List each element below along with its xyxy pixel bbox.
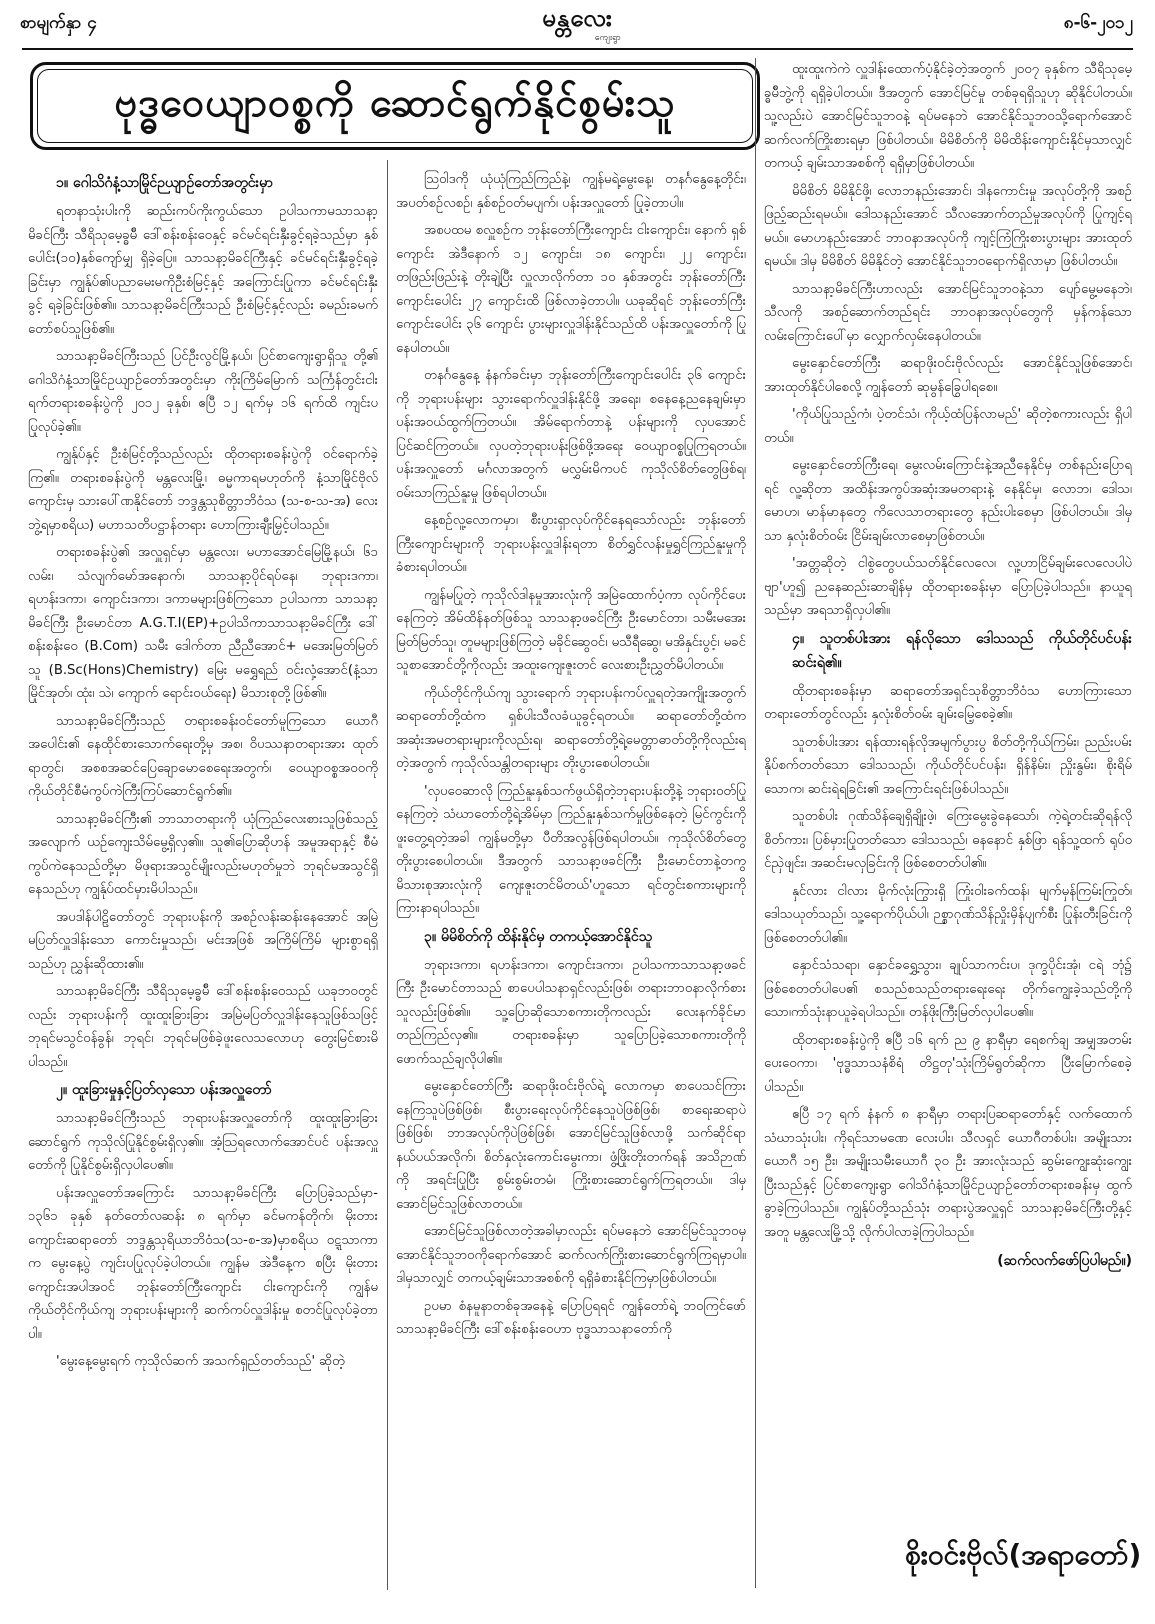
paragraph: ဥပမာ စံနမူနာတစ်ခုအနေနဲ့ ပြောပြရရင် ကျွန်တော်ရဲ့ ဘဝကြင်ဖော် သာသနာ့မိခင်ကြီး ဒေါ်စန်းစန်းဝေဟာ ဗုဒ္ဓသာသနာတော်ကို — [396, 1298, 746, 1337]
paragraph: တရားစခန်းပွဲ၏ အလှူရှင်မှာ မန္တလေး၊ မဟာအောင်မြေမြို့နယ်၊ ၆၁ လမ်း၊ သံလျက်မော်အနောက်၊ သာသနာ့ပိုင်ရပ်နေ၊ ဘုရားဒကာ၊ ရဟန်းဒကာ၊ ကျောင်းဒကာ၊ ဒကာမများဖြစ်ကြသော ဥပါသကာ သာသနာ့မိခင်ကြီး ဦးမောင်တာ A.G.T.I(EP)+ဥပါသိကာသာသနာ့မိခင်ကြီး ဒေါ်စန်းစန်းဝေ (B.Com) သမီး ဒေါက်တာ ညီညီအောင်+ မအေးမြတ်မြတ်သူ (B.Sc(Hons)Chemistry) မြေး မရွှေရည် ဝင်းလှံ့အောင်(နံ့သာမြိုင်အုတ်၊ ထုံး၊ သဲ၊ ကျောက် ရောင်းဝယ်ရေး) မိသားစုတို့ဖြစ်၏။ — [28, 545, 378, 701]
publication-logo — [520, 4, 635, 44]
paragraph: သာသနာ့မိခင်ကြီးသည် ပြင်ဦးလွင်မြို့နယ်၊ ပြင်စာကျေးရွာရှိသူ တို့၏ ဂေါသိဂံနံ့သာမြိုင်ဥယျာဉ်တော်အတွင်းမှာ ကိုးကြိမ်မြောက် သင်္ကြန်တွင်းငါးရက်တရားစခန်းပွဲကို ၂၀၁၂ ခုနှစ်၊ ဧပြီ ၁၂ ရက်မှ ၁၆ ရက်ထိ ကျင်းပပြုလုပ်ခဲ့၏။ — [28, 349, 378, 435]
section-heading-1: ၁။ ဂေါသိဂံနံ့သာမြိုင်ဉယျာဉ်တော်အတွင်းမှာ — [56, 175, 273, 191]
paragraph: အပဒါန်ပါဠိတော်တွင် ဘုရားပန်းကို အစဉ်လန်းဆန်းနေအောင် အမြဲမပြတ်လှူဒါန်းသော ကောင်းမှုသည်၊ မင်းအဖြစ် အကြိမ်ကြိမ် များစွာရရှိသည်ဟု ညွှန်းဆိုထား၏။ — [28, 909, 378, 972]
paragraph: ထူးထူးကဲကဲ လှူဒါန်းထောက်ပံ့နိုင်ခဲ့တဲ့အတွက် ၂၀၀၇ ခုနှစ်က သီရိသုမေ့ခ္ဓမ်ီဘွဲ့ကို ရရှိခဲ့ပါတယ်။ ဒီအတွက် အောင်မြင်မှု တစ်ခုရရှိသူဟု ဆိုနိုင်ပါတယ်။ သူ့လည်းပဲ အောင်မြင်သူဘဝနဲ့ ရပ်မနေဘဲ အောင်နိုင်သူဘဝသို့ရောက်အောင် ဆက်လက်ကြိုးစားရမှာ ဖြစ်ပါတယ်။ မိမိစိတ်ကို မိမိထိန်းကျောင်းနိုင်မှသာလျှင် တကယ့် ချမ်းသာအစစ်ကို ရရှိမှာဖြစ်ပါတယ်။ — [764, 62, 1132, 171]
paragraph: ဧပြီ ၁၇ ရက် နံနက် ၈ နာရီမှာ တရားပြဆရာတော်နှင့် လက်ထောက်သံဃာသုံးပါး၊ ကိုရင်သာမဏေ လေးပါး၊ သီလရှင် ယောဂီတစ်ပါး၊ အမျိုးသားယောဂီ ၁၅ ဦး၊ အမျိုးသမီးယောဂီ ၃၀ ဦး အားလုံးသည် ဆွမ်းကျွေးဆုံးကျွေးပြီးသည်နှင့် ပြင်စာကျေးရွာ ဂေါသိဂံနံ့သာမြိုင်ဥယျာဉ်တော်တရားစခန်းမှ ထွက်ခွာခဲ့ကြပါသည်။ ကျွန်ုပ်တို့သည်သုံး တရားပွဲအလှူရှင် သာသနာ့မိခင်ကြီးတို့နှင့်အတူ မန္တလေးမြို့သို့ လိုက်ပါလာခဲ့ကြပါသည်။ — [764, 1107, 1132, 1240]
paragraph: ထိုတရားစခန်းပွဲကို ဧပြီ ၁၆ ရက် ည ၉ နာရီမှာ ရေစက်ချ အမျှအတမ်းပေးဝေကာ၊ 'ဗုဒ္ဓသာသနံစိရံ တိဋ္ဌတု'သုံးကြိမ်ရွတ်ဆိုကာ ပြီးမြောက်စေခဲ့ပါသည်။ — [764, 1032, 1132, 1095]
header-divider — [22, 48, 1133, 50]
paragraph: သူတစ်ပါး ဂုဏ်သိန်ချေရှိချိုးဖဲ့၊ ကြေးမွေးခွဲနေသော်၊ ကဲ့ရဲ့တင်းဆိုရန်လိုစိတ်ကား၊ ပြစ်မှားပြုတတ်သော ဒေါသသည်၊ ဓနနောင် နှစ်ဖြာ ရန်သူ့ထက် ရုပ်ဝင်ညှဲဖျင်း၊ အဆင်းမလှခြင်းကို ဖြစ်စေတတ်ပါ၏။ — [764, 809, 1132, 871]
paragraph: နေ့စဉ်လူ့လောကမှာ၊ စီးပွားရှာလုပ်ကိုင်နေရသော်လည်း ဘုန်းတော်ကြီးကျောင်းများကို ဘုရားပန်းလှူဒါန်းရတာ စိတ်ရွှင်လန်းမှုရွှင်ကြည်နူးမှုကို ခံစားရပါတယ်။ — [396, 513, 746, 575]
paragraph: မွေးနှောင်တော်ကြီး ဆရာဖိုးဝင်းဗိုလ်ရဲ့ လောကမှာ စာပေသင်ကြား နေကြသူပဲဖြစ်ဖြစ်၊ စီးပွားရေးလုပ်ကိုင်နေသူပဲဖြစ်ဖြစ်၊ စာရေးဆရာပဲဖြစ်ဖြစ်၊ ဘာအလုပ်ကိုပဲဖြစ်ဖြစ်၊ အောင်မြင်သူဖြစ်လာဖို့ သက်ဆိုင်ရာ နယ်ပယ်အလိုက်၊ စိတ်နှလုံးကောင်းမွေးကာ၊ ဖွံ့ဖြိုးတိုးတက်ရန် အသိဉာဏ်ကို အရင်းပြုပြီး စွမ်းစွမ်းတမံ၊ ကြိုးစားဆောင်ရွက်ကြရတယ်။ ဒါမှ အောင်မြင်သူဖြစ်လာတယ်။ — [396, 1079, 746, 1212]
logo-sub-text: ကျေးရွာ — [594, 33, 621, 43]
paragraph: 'အတ္တဆိုတဲ့ ငါစွဲတွေပယ်သတ်နိုင်လေလေ၊ လူ့ဟာငြိမ်ချမ်းလေလေပါပဲဗျာ'ဟူ၍ ညနေဆည်းဆာချိန်မှ ထိုတရားစခန်းမှာ ပြောပြခဲ့ပါသည်။ နာယူရသည်မှာ အရသာရှိလှပါ၏။ — [764, 556, 1132, 618]
paragraph: နှင်လား ငါလား မိုက်လုံးကြွားရှိ ကြုံးဝါးခက်ထန်၊ မျက်မှန်ကြမ်းကြုတ်၊ ဒေါသယုတ်သည်၊ သူ့ရောက်ပိုယ်ပါ၊ ဉစ္စာဂုဏ်သိန်ညှိုးမှိန်ပျက်စီး ပြုန်းတီးခြင်းကို ဖြစ်စေတတ်ပါ၏။ — [764, 883, 1132, 946]
paragraph: ကျွန်မပြုတဲ့ ကုသိုလ်ဒါနမှုအားလုံးကို အမြဲထောက်ပံ့ကာ လုပ်ကိုင်ပေးနေကြတဲ့ အိမ်ထိန်နတ်ဖြစ်သူ သာသနာ့ဖခင်ကြီး ဦးမောင်တာ၊ သမီးမအေးမြတ်မြတ်သူ၊ တူမများဖြစ်ကြတဲ့ မခိုင်ဆွေဝင်၊ မသီရီဆွေ၊ မအိနှင်းပွင့်၊ မခင်သူစာအောင်တို့ကိုလည်း အထူးကျေးဇူးတင် လေးစားဦးညွှတ်မိပါတယ်။ — [396, 587, 746, 673]
page-number: စာမျက်နှာ ၄ — [20, 13, 97, 33]
to-be-continued-note: (ဆက်လက်ဖော်ပြပါမည်။) — [997, 1253, 1132, 1269]
column-divider-2 — [755, 58, 756, 1588]
paragraph: ကိုယ်တိုင်ကိုယ်ကျ သွားရောက် ဘုရားပန်းကပ်လှူရတဲ့အကျိုးအတွက် ဆရာတော်တို့ထံက ရှစ်ပါးသီလခံယူခွင့်ရတယ်။ ဆရာတော်တို့ထံက အဆုံးအမတရားများကိုလည်းရ၊ ဆရာတော်တို့ရဲ့မေတ္တာဓာတ်တို့ကိုလည်းရတဲ့အတွက် ကုသိုလ်သန္တါတရားများ တိုးပွားစေပါတယ်။ — [396, 685, 746, 771]
paragraph: အစပထမ စလှူစဉ်က ဘုန်းတော်ကြီးကျောင်း ငါးကျောင်း၊ နောက် ရှစ်ကျောင်း အဲဒီနောက် ၁၂ ကျောင်း၊ ၁၈ ကျောင်း၊ ၂၂ ကျောင်း၊ တဖြည်းဖြည်းနဲ့ တိုးချဲ့ပြီး လှူလာလိုက်တာ ၁၀ နှစ်အတွင်း ဘုန်းတော်ကြီးကျောင်းပေါင်း ၂၇ ကျောင်းထိ ဖြစ်လာခဲ့တာပါ။ ယခုဆိုရင် ဘုန်းတော်ကြီးကျောင်းပေါင်း ၃၆ ကျောင်း ပွားများလှူဒါန်းနိုင်သည်ထိ ပန်းအလှူတော်ကို ပြုနေပါတယ်။ — [396, 223, 746, 356]
paragraph: သာသနာ့မိခင်ကြီး၏ ဘာသာတရားကို ယုံကြည်လေးစားသူဖြစ်သည့်အလျောက် ယဉ်ကျေးသိမ်မွေ့ရှိလှ၏။ သူ၏ပြောဆိုဟန် အမူအရာနှင့် စီမံကွပ်ကဲနေသည်တို့မှာ မိဖုရားအသွင်မျိုးလည်းမဟုတ်မှုဘဲ ဘုရင်မအသွင်ရှိနေသည်ဟု ကျွန်ုပ်ထင်မှားမိပါသည်။ — [28, 811, 378, 897]
paragraph: သြဝါဒကို ယုံယုံကြည်ကြည်နဲ့၊ ကျွန်မရဲ့မွေးနေ့၊ တနင်္ဂနွေနေ့တိုင်း၊ အပတ်စဉ်လစဉ်၊ နှစ်စဉ်ဝတ်မပျက်၊ ပန်းအလှူတော် ပြုခဲ့တာပါ။ — [396, 172, 746, 211]
paragraph: ထိုတရားစခန်းမှာ ဆရာတော်အရှင်သုစိတ္တာဘိဝံသ ဟောကြားသော တရားတော်တွင်လည်း နှလုံးစိတ်ဝမ်း ချမ်းမြေ့စေခဲ့၏။ — [764, 683, 1132, 722]
section-heading-3: ၃။ မိမိစိတ်ကို ထိန်းနိုင်မှ တကယ့်အောင်နိုင်သူ — [424, 928, 653, 945]
author-byline: စိုးဝင်းဗိုလ်(အရာတော်) — [905, 1538, 1142, 1571]
section-heading-2: ၂။ ထူးခြားမှုနှင့်ပြတ်လှသော ပန်းအလှူတော် — [56, 1082, 272, 1098]
paragraph: သာသနာ့မိခင်ကြီးသည် ဘုရားပန်းအလှူတော်ကို ထူးထူးခြားခြား ဆောင်ရွက် ကုသိုလ်ပြုနိုင်စွမ်းရှိလှ၏။ အံ့ဩရလောက်အောင်ပင် ပန်းအလှူတော်ကို ပြုနိုင်စွမ်းရှိလှပါပေ၏။ — [28, 1111, 378, 1173]
paragraph: အောင်မြင်သူဖြစ်လာတဲ့အခါမှာလည်း ရပ်မနေဘဲ အောင်မြင်သူဘဝမှ အောင်နိုင်သူဘဝကိုရောက်အောင် ဆက်လက်ကြိုးစားဆောင်ရွက်ကြရမှာပါ။ ဒါမှသာလျှင် တကယ့်ချမ်းသာအစစ်ကို ရရှိခံစားနိုင်ကြမှာဖြစ်ပါတယ်။ — [396, 1224, 746, 1286]
article-title: ဗုဒ္ဓဝေယျာဝစ္စကို ဆောင်ရွက်နိုင်စွမ်းသူ — [114, 79, 676, 126]
paragraph: 'ကိုယ်ပြုသည့်ကံ၊ ပဲ့တင်သံ၊ ကိုယ့်ထံပြန်လာမည်' ဆိုတဲ့စကားလည်း ရှိပါတယ်။ — [764, 407, 1132, 446]
paragraph: မွေးနှောင်တော်ကြီး ဆရာဖိုးဝင်းဗိုလ်လည်း အောင်နိုင်သူဖြစ်အောင်၊ အားထုတ်နိုင်ပါစေလို့ ကျွန်တော် ဆုမွန်ခြွေပါရစေ။ — [764, 356, 1132, 395]
paragraph: သူတစ်ပါးအား ရန်ထားရန်လိုအမျက်ပွားပွ စိတ်တို့ကိုယ်ကြမ်း၊ ညည်းပမ်းနိုပ်စက်တတ်သော ဒေါသသည်၊ ကိုယ်တိုင်ပင်ပန်း၊ ရှိန်နိမ်း၊ ညှိုးနွမ်း၊ စိုးရိမ်သောက၊ ဆင်းရဲရခြင်း၏ အကြောင်းရင်းဖြစ်ပါသည်။ — [764, 734, 1132, 797]
article-column-2 — [396, 168, 746, 1598]
article-title-box — [30, 62, 760, 150]
paragraph: ပန်းအလှူတော်အကြောင်း သာသနာ့မိခင်ကြီး ပြောပြခဲ့သည်မှာ- ၁၃၆၁ ခုနှစ် နတ်တော်လဆန်း ၈ ရက်မှာ ခင်မကန်တိုက်၊ မိုးတားကျောင်းဆရာတော် ဘဒ္ဒန္တသုရိယာဘိဝံသ(သ-စ-အ)မှာစရိယ ဝဋ္ဋသာကာက မွေးနေ့ပွဲ ကျင်းပပြုလုပ်ခဲ့ပါတယ်။ ကျွန်မ အဲဒီနေ့က စပြီး မိုးတားကျောင်းအပါအဝင် ဘုန်းတော်ကြီးကျောင်း ငါးကျောင်းကို ကျွန်မကိုယ်တိုင်ကိုယ်ကျ ဘုရားပန်းများကို ဆက်ကပ်လှူဒါန်းမှု စတင်ပြုလုပ်ခဲ့တာပါ။ — [28, 1185, 378, 1342]
paragraph: ဘုရားဒကာ၊ ရဟန်းဒကာ၊ ကျောင်းဒကာ၊ ဥပါသကာသာသနာ့ဖခင်ကြီး ဦးမောင်တာသည် စာပေပါသနာရှင်လည်းဖြစ်၊ တရားဘာဝနာလိုက်စားသူလည်းဖြစ်၏။ သူ့ပြောဆိုသောစကားတိုကလည်း လေးနက်ခိုင်မာတည်ကြည်လှ၏။ တရားစခန်းမှာ သူပြောပြခဲ့သောစကားတိုကို ဖောက်သည်ချလိုပါ၏။ — [396, 957, 746, 1067]
paragraph: သာသနာ့မိခင်ကြီး သီရိသုမေ့ခ္ဓမ်ီ ဒေါ်စန်းစန်းဝေသည် ယခုဘဝတွင်လည်း ဘုရားပန်းကို ထူးထူးခြားခြား အမြဲမပြတ်လှူဒါန်းနေသူဖြစ်သဖြင့် ဘုရင်မသွင်ဝန်ခွန်၊ ဘုရင်၊ ဘုရင်မဖြစ်ခဲ့ဖူးလေသလောဟု တွေးမြင်စားမိပါသည်။ — [28, 984, 378, 1070]
article-column-3 — [764, 58, 1132, 1528]
page-header — [0, 0, 1155, 58]
column-divider-1 — [387, 160, 388, 1590]
paragraph: မွေးနှောင်တော်ကြီးရေ၊ မွေးလမ်းကြောင်းနဲ့အညီနေနိုင်မှ တစ်နည်းပြောရရင် လူ့ဆိုတာ အထိန်းအကွပ်အဆုံးအမတရားနဲ့ နေနိုင်မှ၊ လောဘ၊ ဒေါသ၊ မောဟ၊ မာန်မာနတွေ ကိလေသာတရားတွေ နည်းပါးစေမှာ ဖြစ်ပါတယ်။ ဒါမှသာ နှလုံးစိတ်ဝမ်း ငြိမ်းချမ်းလာစေမှာဖြစ်တယ်။ — [764, 458, 1132, 544]
paragraph: နှောင်သံသရာ၊ နှောင်ခရွှေ့သွား၊ ချုပ်သာကင်းပ၊ ဒုက္ခပိုင်းအုံ၊ ငရဲ ဘုံ၌ ဖြစ်စေတတ်ပါပေ၏ စသည်စသည်တရားရေးရေး တိုက်ကျွေးခဲ့သည်တို့ကို သော၊ကာ်သုံးနာယူခဲ့ရပါသည်။ တန်ဖိုးကြီးမြတ်လှပါပေ၏။ — [764, 958, 1132, 1020]
paragraph: မိမိစိတ် မိမိနိုင်ဖို့၊ လောဘနည်းအောင်၊ ဒါနကောင်းမှု အလုပ်တို့ကို အစဉ်ဖြည့်ဆည်းရမယ်။ ဒေါသနည်းအောင် သီလအောက်တည်မှုအလုပ်ကို ပြုကျင့်ရမယ်။ မောဟနည်းအောင် ဘာဝနာအလုပ်ကို ကျင့်ကြံကြိုးစားပွားများ အားထုတ်ရမယ်။ ဒါမှ မိမိစိတ် မိမိနိုင်တဲ့ အောင်နိုင်သူဘဝရောက်ရှိလာမှာ ဖြစ်ပါတယ်။ — [764, 183, 1132, 269]
logo-main-text: မန္တလေး — [542, 4, 613, 32]
paragraph: တနင်္ဂနွေနေ့ နံနက်ခင်းမှာ ဘုန်းတော်ကြီးကျောင်းပေါင်း ၃၆ ကျောင်းကို ဘုရားပန်းများ သွားရောက်လှူဒါန်းနိုင်ဖို့ အရေး၊ စနေနေ့ညနေချမ်းမှာ ပန်းအဝယ်ထွက်ကြတယ်။ အိမ်ရောက်တာနဲ့ ပန်းများကို လှပအောင် ပြင်ဆင်ကြတယ်။ လှပတဲ့ဘုရားပန်းဖြစ်ဖို့အရေး ဝေယျာဝစ္စပြုကြရတယ်။ ပန်းအလှူတော် မင်္ဂလာအတွက် မလွှမ်းမိကပင် ကုသိုလ်စိတ်တွေဖြစ်ရ၊ ဝမ်းသာကြည်နူးမှု ဖြစ်ရပါတယ်။ — [396, 368, 746, 501]
paragraph: သာသနာ့မိခင်ကြီးသည် တရားစခန်းဝင်တော်မူကြသော ယောဂီ အပေါင်း၏ နေထိုင်စားသောက်ရေးတို့မှ အစ၊ ဝိပဿနာတရားအား ထုတ်ရာတွင်၊ အစစအဆင်ပြေချောမောစေရေးအတွက်၊ ဝေယျာဝစ္စအဝဝကို ကိုယ်တိုင်စီမံကွပ်ကဲကြီးကြပ်ဆောင်ရွက်၏။ — [28, 713, 378, 799]
section-heading-4: ၄။ သူတစ်ပါးအား ရန်လိုသော ဒေါသသည် ကိုယ်တိုင်ပင်ပန်းဆင်းရဲ၏။ — [792, 630, 1132, 671]
paragraph: 'မွေးနေ့မွေးရက် ကုသိုလ်ဆက် အသက်ရှည်တတ်သည်' ဆိုတဲ့ — [56, 1354, 345, 1369]
article-column-1 — [28, 168, 378, 1598]
paragraph: သာသနာ့မိခင်ကြီးဟာလည်း အောင်မြင်သူဘဝနဲ့သာ ပျော်မွေ့မနေဘဲ၊ သီလကို အစဉ်ဆောက်တည်ရင်း ဘာဝနာအလုပ်တွေကို မှန်ကန်သောလမ်းကြောင်းပေါ်မှာ လျှောက်လှမ်းနေပါတယ်။ — [764, 281, 1132, 344]
paragraph: 'လှပဝေဆာလို ကြည်နူးနှစ်သက်ဖွယ်ရှိတဲ့ဘုရားပန်းတို့နဲ့ ဘုရားဝတ်ပြုနေကြတဲ့ သံဃာတော်တို့ရဲ့အိမ်မှာ ကြည်နူးနှစ်သက်မှုဖြစ်နေတဲ့ မြင်ကွင်းကို ဖူးတွေ့ရတဲ့အခါ ကျွန်မတို့မှာ ပီတိအလွန်ဖြစ်ရပါတယ်။ ကုသိုလ်စိတ်တွေ တိုးပွားစေပါတယ်။ ဒီအတွက် သာသနာ့ဖခင်ကြီး ဦးမောင်တာနဲ့တကွ မိသားစုအားလုံးကို ကျေးဇူးတင်မိတယ်'ဟူသော ရင်တွင်းစကားများကို ကြားနာရပါသည်။ — [396, 783, 746, 916]
paragraph: ကျွန်ုပ်နှင့် ဦးစံမြင့်တို့သည်လည်း ထိုတရားစခန်းပွဲကို ဝင်ရောက်ခဲ့ကြ၏။ တရားစခန်းပွဲကို မန္တလေးမြို့၊ ဓမ္မကာရမဟုတ်ကို နံ့သာမြိုင်ဗိုလ်ကျောင်းမှ သားပေါ်ဏနိုင်တော် ဘဒ္ဒန္တသုစိတ္တာဘိဝံသ (သ-စ-သ-အ) လေးဘွဲ့ရမှာစရိယ) မဟာသတိပဋ္ဌာန်တရား ဟောကြားချီးမြှင့်ပါသည်။ — [28, 447, 378, 533]
issue-date: ၈-၆-၂၀၁၂ — [1063, 13, 1133, 33]
paragraph: ရတနာသုံးပါးကို ဆည်းကပ်ကိုးကွယ်သော ဥပါသကာမသာသနာ့ မိခင်ကြီး သီရိသုမေ့ခ္ဓမ်ီ ဒေါ်စန်းစန်းဝေနှင့် ခင်မင်ရင်းနှီးခွင့်ရခဲ့သည်မှာ နှစ်ပေါင်း(၁၀)နှစ်ကျော်မျှ ရှိခဲ့ပြေ။ သာသနာ့မိခင်ကြီးနှင့် ခင်မင်ရင်းနှီးခွင့်ရခဲ့ခြင်းမှာ ကျွန်ုပ်၏ပညာမေးမကိုဦးစံမြင့်နှင့် အကြောင်းပြုကာ ခင်မင်ရင်းနှီးခွင့် ရခဲ့ခြင်းဖြစ်၏။ သာသနာ့မိခင်ကြီးသည် ဦးစံမြင့်နှင့်လည်း ခမည်းခမက်တော်စပ်သူဖြစ်၏။ — [28, 204, 378, 337]
